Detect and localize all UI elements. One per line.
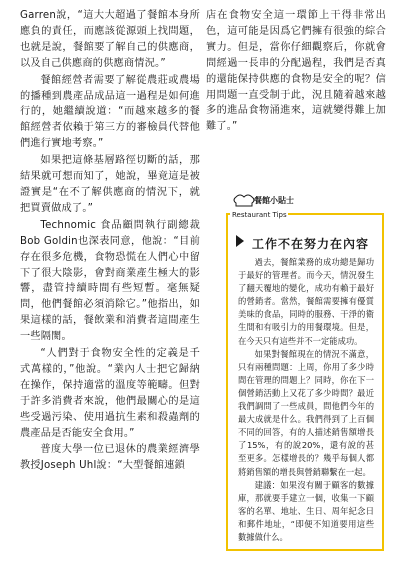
left-column (20, 8, 200, 475)
paragraph: “人們對于食物安全性的定義是千式萬樣的，”他說。“業內人士把它歸納在操作，保持適當的溫度等範疇。但對于許多消費者來說，他們最關心的是這些受過污染、使用過抗生素和殺蟲劑的農產品是否能安全食用。” (20, 348, 200, 439)
paragraph: Garren說，“這大大超過了餐館本身所應負的責任，而應該從源頭上找問題，也就是說，餐館要了解自己的供應商，以及自己供應商的供應商情況。” (20, 10, 200, 69)
paragraph: 普度大學一位已退休的農業經濟學教授Joseph Uhl說：“大型餐館連鎖 (20, 444, 200, 472)
tips-body (228, 256, 382, 544)
tips-paragraph: 如果對餐館現在的情況不滿意，只有兩種問題：上周，你用了多少時間在管理的問題上？同時，你在下一個營銷活動上又花了多少時間？最近我們調問了一些成員，問他們今年的最大成就是什么。我們得到了上百個不同的回答，有的人描述銷售額增長了15%，有的說20%，還有說的甚至更多。怎樣增長的？幾乎每個人都將銷售額的增長與營銷聯繫在一起。 (238, 348, 374, 477)
tips-paragraph: 建議：如果沒有關于顧客的數據庫，那就要手建立一個，收集一下顧客的名單、地址、生日、周年紀念日和郵件地址，“即便不知道要用這些數據做什么。 (238, 479, 374, 542)
paragraph: Technomic 食品顧問執行副總裁Bob Goldin也深表同意，他說：“目前存在很多危機，食物恐慌在人們心中留下了很大陰影，會對商業產生極大的影響，盡管持續時間有些短暫。毫無疑問，他們餐館必須消除它。”他指出，如果這樣的話，餐飲業和消費者這間產生一些隔閡。 (20, 219, 200, 343)
badge-en: Restaurant Tips (232, 211, 287, 219)
restaurant-tips-box (226, 213, 384, 551)
paragraph: 餐館經營者需要了解從農莊或農場的播種到農產品成品這一過程是如何進行的，她繼續說道：“而越來越多的餐館經營者依賴于第三方的審檢員代替他們進行實地考察。” (20, 74, 200, 150)
arrow-marker-icon (236, 235, 244, 247)
right-column (206, 8, 386, 136)
chef-hat-icon (230, 193, 294, 227)
badge-cn: 餐館小貼士 (254, 196, 294, 205)
tips-title: 工作不在努力在內容 (252, 237, 370, 251)
paragraph: 如果把這條基層路徑切斷的話，那結果就可想而知了，她說，畢竟這是被證實是“在不了解供應商的情況下，就把買賣做成了。” (20, 155, 200, 214)
paragraph: 店在食物安全這一環節上干得非常出色，這可能是因爲它們擁有很強的綜合實力。但是，當你仔細觀察后，你就會問經過一長串的分配過程，我們是否真的還能保持供應的食物是安全的呢？信用問題一直受制于此，況且隨着越來越多的進品食物涌進來，這就變得難上加難了。” (206, 10, 386, 133)
tips-paragraph: 過去，餐館業務的成功總是歸功于最好的管理者。而今天，情況發生了翻天覆地的變化，成功有賴于最好的營銷者。當然，餐館需要擁有優質美味的食品，同時的服務、干淨的衛生間和有吸引力的用餐環境。但是，在今天只有這些并不一定能成功。 (238, 257, 374, 346)
restaurant-tips-badge (230, 193, 294, 227)
